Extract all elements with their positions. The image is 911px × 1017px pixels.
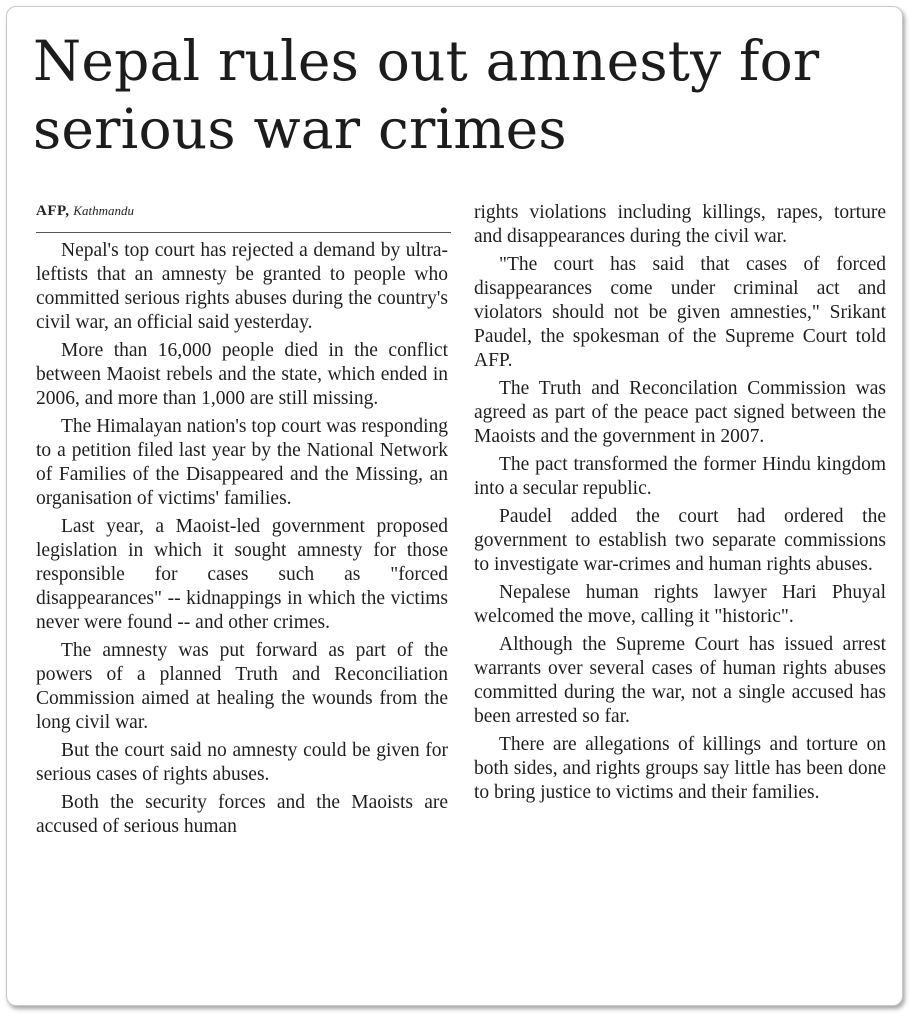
paragraph: Paudel added the court had ordered the government to establish two separate commissions to investigate war-crimes and human rights abuses. xyxy=(474,506,886,575)
paragraph: The pact transformed the former Hindu kingdom into a secular republic. xyxy=(474,454,886,499)
byline-location: Kathmandu xyxy=(73,203,134,218)
paragraph: There are allegations of killings and torture on both sides, and rights groups say little has been done to bring justice to victims and their families. xyxy=(474,734,886,803)
paragraph: But the court said no amnesty could be given for serious cases of rights abuses. xyxy=(36,740,448,785)
paragraph: Both the security forces and the Maoists are accused of serious human xyxy=(36,792,448,837)
paragraph: The amnesty was put forward as part of the powers of a planned Truth and Reconciliation Commission aimed at healing the wounds from the long civil war. xyxy=(36,640,448,733)
paragraph: The Truth and Reconcilation Commission was agreed as part of the peace pact signed between the Maoists and the government in 2007. xyxy=(474,378,886,447)
paragraph: More than 16,000 people died in the conflict between Maoist rebels and the state, which ended in 2006, and more than 1,000 are still missing. xyxy=(36,340,448,409)
paragraph: rights violations including killings, rapes, torture and disappearances during the civil war. xyxy=(474,202,886,247)
headline: Nepal rules out amnesty for serious war crimes xyxy=(33,29,820,161)
paragraph: Nepal's top court has rejected a demand by ultra-leftists that an amnesty be granted to people who committed serious rights abuses during the country's civil war, an official said yesterday. xyxy=(36,240,448,333)
byline xyxy=(36,203,448,220)
paragraph: The Himalayan nation's top court was responding to a petition filed last year by the National Network of Families of the Disappeared and the Missing, an organisation of victims' families. xyxy=(36,416,448,509)
byline-divider xyxy=(36,232,451,233)
paragraph: "The court has said that cases of forced disappearances come under criminal act and violators should not be given amnesties," Srikant Paudel, the spokesman of the Supreme Court told AFP. xyxy=(474,254,886,371)
byline-agency: AFP, xyxy=(36,203,70,219)
article-column-right xyxy=(474,201,886,809)
paragraph: Although the Supreme Court has issued arrest warrants over several cases of human rights abuses committed during the war, not a single accused has been arrested so far. xyxy=(474,634,886,727)
newspaper-clipping xyxy=(6,6,903,1006)
paragraph: Last year, a Maoist-led government proposed legislation in which it sought amnesty for those responsible for cases such as "forced disappearances" -- kidnappings in which the victims never were found -- and other crimes. xyxy=(36,516,448,633)
paragraph: Nepalese human rights lawyer Hari Phuyal welcomed the move, calling it "historic". xyxy=(474,582,886,627)
article-column-left xyxy=(36,239,448,843)
